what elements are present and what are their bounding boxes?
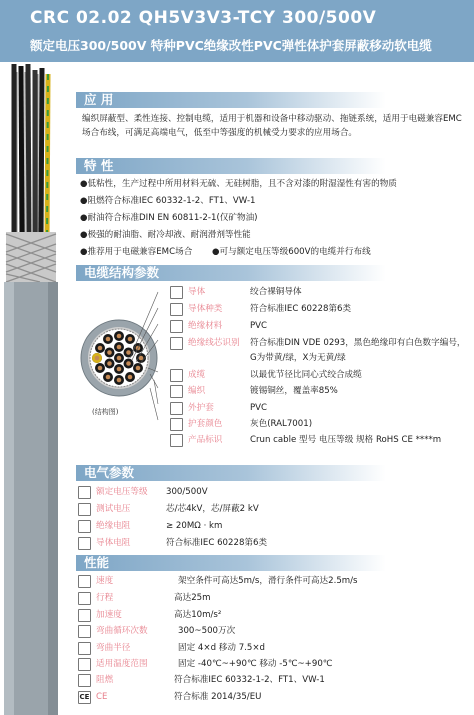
- travel-icon: [78, 592, 91, 605]
- product-title: CRC 02.02 QH5V3V3-TCY 300/500V: [30, 8, 377, 28]
- test-voltage-icon: [78, 503, 91, 516]
- cable-braid: [6, 232, 56, 282]
- application-text: 编织屏蔽型、柔性连接、控制电缆，适用于机器和设备中移动驱动、拖链系统，适用于电磁兼容EMC场合布线，可满足高端电气，低至中等强度的机械受力要求的应用场合。: [82, 114, 462, 138]
- jacket-icon: [170, 402, 183, 415]
- feature-item: ●耐油符合标准DIN EN 60811-2-1(仅矿物油): [80, 213, 258, 223]
- section-electrical: 电气参数: [76, 465, 386, 481]
- feature-item: ●极强的耐油脂、耐冷却液、耐润滑剂等性能: [80, 230, 251, 240]
- bend-cycles-icon: [78, 625, 91, 638]
- conductor-class-icon: [170, 303, 183, 316]
- section-application: 应 用: [76, 92, 386, 108]
- feature-item: ●低粘性，生产过程中所用材料无硫、无硅树脂，且不含对漆的附湿湿性有害的物质: [80, 179, 397, 189]
- header-bar: [0, 0, 474, 62]
- braid-icon: [170, 385, 183, 398]
- core-id-icon: [170, 337, 183, 350]
- section-performance: 性能: [76, 555, 386, 571]
- flame-icon: [78, 674, 91, 687]
- marking-icon: [170, 434, 183, 447]
- cabling-icon: [170, 369, 183, 382]
- speed-icon: [78, 575, 91, 588]
- cable-illustration: [0, 62, 62, 715]
- insulation-icon: [170, 320, 183, 333]
- feature-item: ●可与额定电压等级600V的电缆并行布线: [212, 247, 371, 257]
- bend-radius-icon: [78, 642, 91, 655]
- feature-item: ●推荐用于电磁兼容EMC场合: [80, 247, 193, 257]
- acceleration-icon: [78, 609, 91, 622]
- temperature-icon: [78, 658, 91, 671]
- product-subtitle: 额定电压300/500V 特种PVC绝缘改性PVC弹性体护套屏蔽移动软电缆: [30, 38, 432, 53]
- section-structure: 电缆结构参数: [76, 265, 386, 281]
- resistance-icon: [78, 520, 91, 533]
- cross-section-caption: (结构图): [92, 408, 119, 416]
- conductor-resistance-icon: [78, 537, 91, 550]
- ce-icon: CE: [78, 691, 91, 704]
- voltage-icon: [78, 486, 91, 499]
- conductor-icon: [170, 286, 183, 299]
- jacket-color-icon: [170, 418, 183, 431]
- section-features: 特 性: [76, 158, 386, 174]
- feature-item: ●阻燃符合标准IEC 60332-1-2、FT1、VW-1: [80, 196, 256, 206]
